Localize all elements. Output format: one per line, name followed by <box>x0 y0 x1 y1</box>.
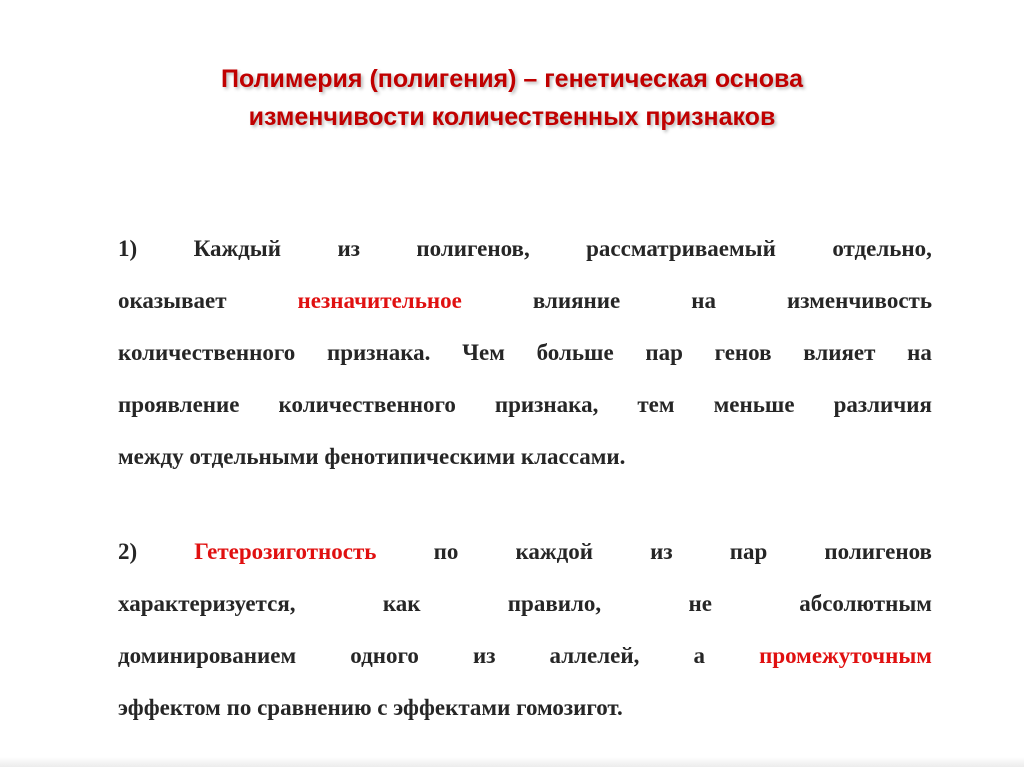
word: на <box>691 288 717 313</box>
word: различия <box>833 392 932 417</box>
point-2-paragraph <box>118 526 932 734</box>
word: абсолютным <box>799 591 932 616</box>
word: признака, <box>494 392 599 417</box>
word: по <box>433 539 459 564</box>
word: тем <box>637 392 675 417</box>
point-2-line-4 <box>118 682 932 734</box>
highlight-intermediate: промежуточным <box>759 643 932 668</box>
word: аллелей, <box>549 643 640 668</box>
point-2-line-2 <box>118 578 932 630</box>
highlight-heterozygosity: Гетерозиготность <box>194 539 377 564</box>
word: одного <box>350 643 419 668</box>
word: Каждый <box>193 236 282 261</box>
highlight-insignificant: незначительное <box>297 288 462 313</box>
point-1-line-2 <box>118 275 932 327</box>
word: из <box>472 643 496 668</box>
word: не <box>688 591 712 616</box>
point-1-paragraph <box>118 223 932 483</box>
word: полигенов <box>824 539 932 564</box>
word: рассматриваемый <box>586 236 776 261</box>
word: из <box>337 236 360 261</box>
word: пар <box>729 539 768 564</box>
word: больше <box>536 340 614 365</box>
word: полигенов, <box>416 236 530 261</box>
slide-bottom-shadow <box>0 757 1024 767</box>
word: правило, <box>507 591 602 616</box>
point-2-line-3 <box>118 630 932 682</box>
point-1-line-5 <box>118 431 932 483</box>
word: а <box>693 643 705 668</box>
point-1-last-line-text: между отдельными фенотипическими классами. <box>118 444 626 469</box>
title-line-2: изменчивости количественных признаков <box>248 103 776 131</box>
word: пар <box>645 340 683 365</box>
word: признака. <box>326 340 431 365</box>
slide-title <box>140 60 884 136</box>
point-2-last-line-text: эффектом по сравнению с эффектами гомозигот. <box>118 695 623 720</box>
point-1-line-1 <box>118 223 932 275</box>
word: проявление <box>118 392 240 417</box>
point-2-number: 2) <box>118 539 138 564</box>
point-2-line-1 <box>118 526 932 578</box>
word: каждой <box>515 539 593 564</box>
point-1-number: 1) <box>118 236 138 261</box>
word: количественного <box>278 392 456 417</box>
word: изменчивость <box>787 288 932 313</box>
point-1-line-3 <box>118 327 932 379</box>
word: доминированием <box>118 643 297 668</box>
word: из <box>650 539 673 564</box>
word: влияние <box>532 288 621 313</box>
word: влияет <box>803 340 876 365</box>
word: меньше <box>713 392 795 417</box>
word: генов <box>714 340 772 365</box>
word: количественного <box>118 340 296 365</box>
word: как <box>382 591 421 616</box>
word: на <box>907 340 932 365</box>
word: Чем <box>462 340 505 365</box>
word: отдельно, <box>832 236 932 261</box>
point-1-line-4 <box>118 379 932 431</box>
word: оказывает <box>118 288 227 313</box>
title-line-1: Полимерия (полигения) – генетическая основа <box>221 65 803 93</box>
word: характеризуется, <box>118 591 296 616</box>
